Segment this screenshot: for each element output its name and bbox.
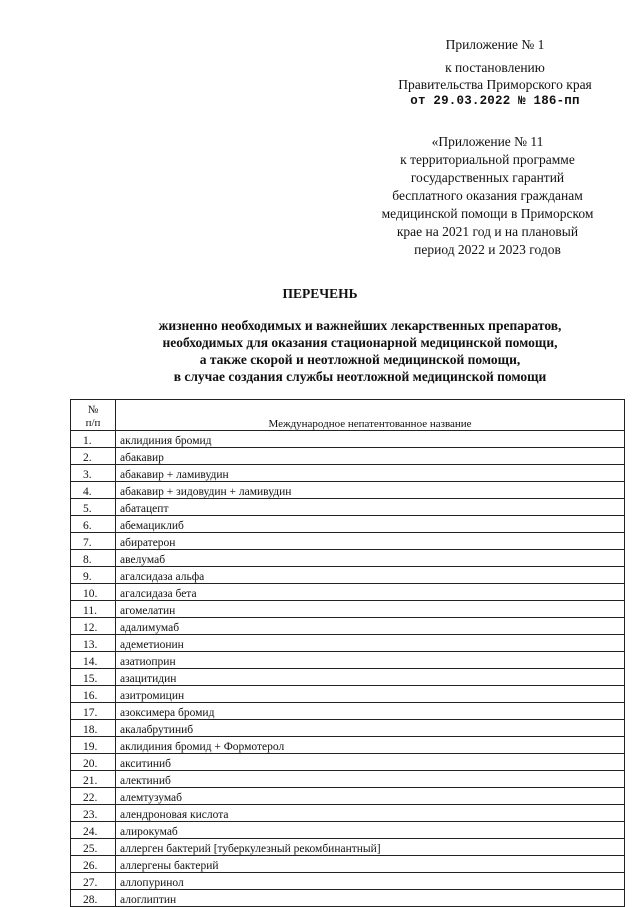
subtitle-line: в случае создания службы неотложной медицинской помощи bbox=[173, 369, 547, 384]
row-number: 23. bbox=[71, 805, 116, 822]
table-row bbox=[71, 703, 625, 720]
document-subtitle bbox=[0, 317, 640, 385]
drug-name: алирокумаб bbox=[116, 822, 625, 839]
row-number: 15. bbox=[71, 669, 116, 686]
drug-name: аллопуринол bbox=[116, 873, 625, 890]
row-number: 22. bbox=[71, 788, 116, 805]
drug-name: авелумаб bbox=[116, 550, 625, 567]
drug-name: азитромицин bbox=[116, 686, 625, 703]
row-number: 14. bbox=[71, 652, 116, 669]
drug-name: алектиниб bbox=[116, 771, 625, 788]
header-number-line-2: п/п bbox=[85, 417, 101, 429]
drug-list-table bbox=[70, 399, 625, 907]
drug-name: азоксимера бромид bbox=[116, 703, 625, 720]
row-number: 5. bbox=[71, 499, 116, 516]
drug-name: агалсидаза альфа bbox=[116, 567, 625, 584]
drug-name: аллергены бактерий bbox=[116, 856, 625, 873]
table-row bbox=[71, 771, 625, 788]
row-number: 8. bbox=[71, 550, 116, 567]
row-number: 12. bbox=[71, 618, 116, 635]
subtitle-line: жизненно необходимых и важнейших лекарственных препаратов, bbox=[158, 318, 562, 333]
row-number: 19. bbox=[71, 737, 116, 754]
header-name: Международное непатентованное название bbox=[116, 400, 625, 431]
table-row bbox=[71, 448, 625, 465]
drug-name: абатацепт bbox=[116, 499, 625, 516]
row-number: 9. bbox=[71, 567, 116, 584]
table-row bbox=[71, 618, 625, 635]
appendix-11-line: медицинской помощи в Приморском bbox=[381, 206, 594, 221]
appendix-1-line-3: Правительства Приморского края bbox=[398, 77, 592, 92]
drug-name: аклидиния бромид + Формотерол bbox=[116, 737, 625, 754]
row-number: 17. bbox=[71, 703, 116, 720]
table-row bbox=[71, 550, 625, 567]
table-row bbox=[71, 839, 625, 856]
table-row bbox=[71, 788, 625, 805]
table-row bbox=[71, 737, 625, 754]
table-row bbox=[71, 567, 625, 584]
appendix-11-line: к территориальной программе bbox=[400, 152, 575, 167]
table-row bbox=[71, 856, 625, 873]
drug-name: адалимумаб bbox=[116, 618, 625, 635]
table-row bbox=[71, 601, 625, 618]
header-number-line-1: № bbox=[87, 404, 99, 416]
appendix-11-line: крае на 2021 год и на плановый bbox=[396, 224, 579, 239]
row-number: 1. bbox=[71, 431, 116, 448]
drug-name: аллерген бактерий [туберкулезный рекомбинантный] bbox=[116, 839, 625, 856]
table-row bbox=[71, 482, 625, 499]
table-row bbox=[71, 873, 625, 890]
row-number: 20. bbox=[71, 754, 116, 771]
appendix-11-line: период 2022 и 2023 годов bbox=[414, 242, 561, 257]
drug-name: аклидиния бромид bbox=[116, 431, 625, 448]
drug-name: абемациклиб bbox=[116, 516, 625, 533]
row-number: 13. bbox=[71, 635, 116, 652]
drug-name: абакавир + зидовудин + ламивудин bbox=[116, 482, 625, 499]
header-number bbox=[71, 400, 116, 431]
table-row bbox=[71, 635, 625, 652]
drug-name: абакавир bbox=[116, 448, 625, 465]
table-row bbox=[71, 686, 625, 703]
appendix-1-title: Приложение № 1 bbox=[445, 37, 545, 52]
drug-name: акалабрутиниб bbox=[116, 720, 625, 737]
table-row bbox=[71, 890, 625, 907]
table-row bbox=[71, 584, 625, 601]
row-number: 4. bbox=[71, 482, 116, 499]
subtitle-line: необходимых для оказания стационарной медицинской помощи, bbox=[162, 335, 558, 350]
drug-name: агалсидаза бета bbox=[116, 584, 625, 601]
decree-number: от 29.03.2022 № 186-пп bbox=[410, 94, 580, 108]
drug-name: агомелатин bbox=[116, 601, 625, 618]
row-number: 2. bbox=[71, 448, 116, 465]
subtitle-line: а также скорой и неотложной медицинской помощи, bbox=[199, 352, 521, 367]
row-number: 24. bbox=[71, 822, 116, 839]
row-number: 3. bbox=[71, 465, 116, 482]
row-number: 7. bbox=[71, 533, 116, 550]
table-row bbox=[71, 499, 625, 516]
table-row bbox=[71, 754, 625, 771]
row-number: 21. bbox=[71, 771, 116, 788]
row-number: 11. bbox=[71, 601, 116, 618]
appendix-1-block bbox=[375, 36, 615, 110]
row-number: 27. bbox=[71, 873, 116, 890]
table-body bbox=[71, 431, 625, 907]
table-row bbox=[71, 720, 625, 737]
row-number: 16. bbox=[71, 686, 116, 703]
row-number: 18. bbox=[71, 720, 116, 737]
row-number: 6. bbox=[71, 516, 116, 533]
drug-name: акситиниб bbox=[116, 754, 625, 771]
drug-name: абиратерон bbox=[116, 533, 625, 550]
table-row bbox=[71, 516, 625, 533]
appendix-11-line: бесплатного оказания гражданам bbox=[392, 188, 583, 203]
drug-name: адеметионин bbox=[116, 635, 625, 652]
document-title: ПЕРЕЧЕНЬ bbox=[282, 286, 358, 301]
row-number: 25. bbox=[71, 839, 116, 856]
table-row bbox=[71, 669, 625, 686]
table-row bbox=[71, 533, 625, 550]
appendix-11-line: государственных гарантий bbox=[410, 170, 565, 185]
drug-name: алемтузумаб bbox=[116, 788, 625, 805]
row-number: 28. bbox=[71, 890, 116, 907]
row-number: 10. bbox=[71, 584, 116, 601]
table-row bbox=[71, 805, 625, 822]
appendix-11-line: «Приложение № 11 bbox=[431, 134, 544, 149]
table-row bbox=[71, 465, 625, 482]
drug-name: алоглиптин bbox=[116, 890, 625, 907]
drug-name: азацитидин bbox=[116, 669, 625, 686]
table-row bbox=[71, 431, 625, 448]
appendix-11-block bbox=[360, 133, 615, 259]
drug-name: азатиоприн bbox=[116, 652, 625, 669]
row-number: 26. bbox=[71, 856, 116, 873]
table-header-row bbox=[71, 400, 625, 431]
table-row bbox=[71, 822, 625, 839]
drug-name: абакавир + ламивудин bbox=[116, 465, 625, 482]
table-row bbox=[71, 652, 625, 669]
appendix-1-line-2: к постановлению bbox=[445, 60, 545, 75]
drug-name: алендроновая кислота bbox=[116, 805, 625, 822]
